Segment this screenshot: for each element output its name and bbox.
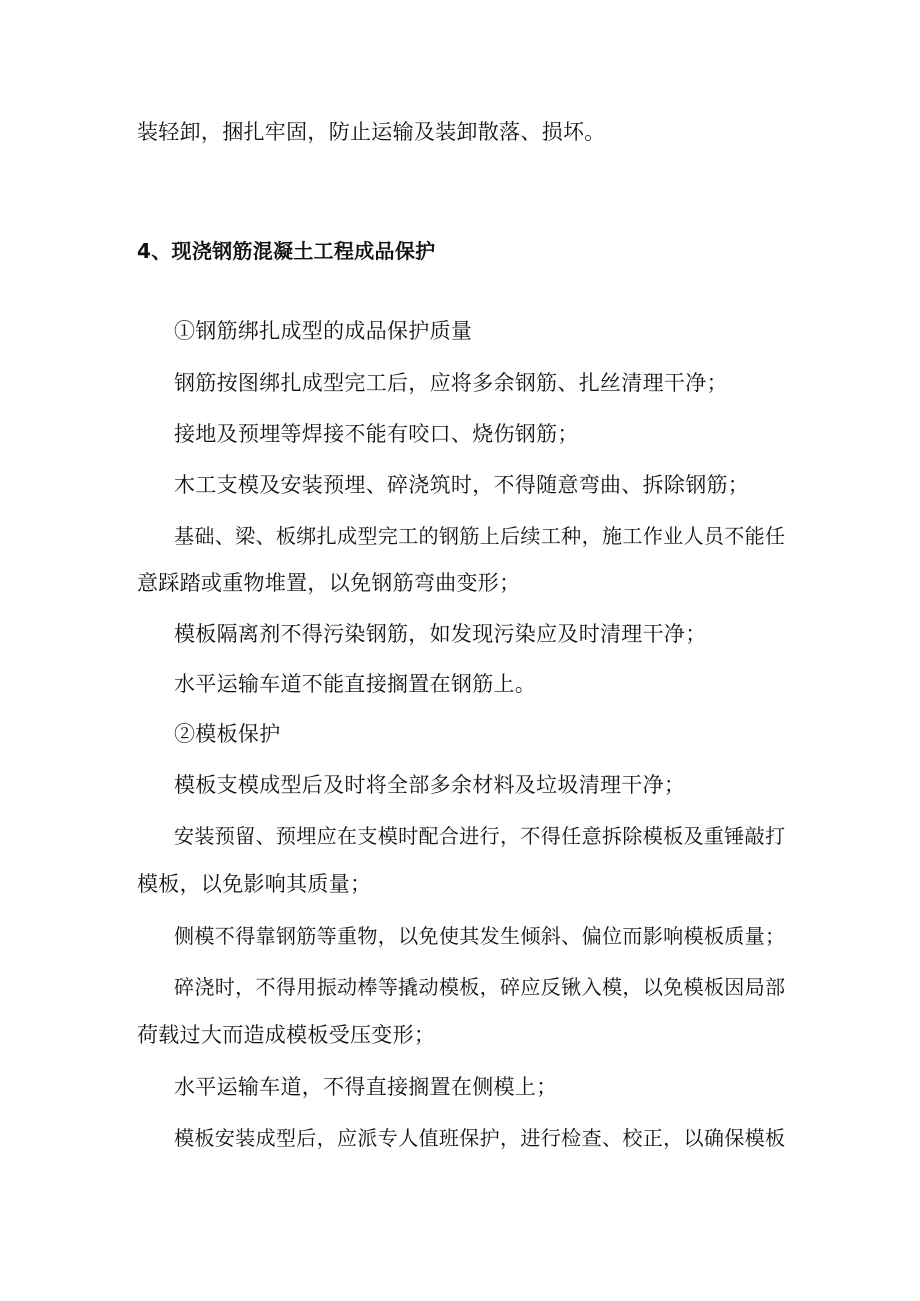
text-line: 侧模不得靠钢筋等重物，以免使其发生倾斜、偏位而影响模板质量； bbox=[174, 924, 786, 948]
text-line: 模板隔离剂不得污染钢筋，如发现污染应及时清理干净； bbox=[174, 622, 707, 646]
section-heading: 4、现浇钢筋混凝土工程成品保护 bbox=[137, 239, 436, 263]
text-line: 安装预留、预埋应在支模时配合进行，不得任意拆除模板及重锤敲打 bbox=[174, 824, 786, 848]
text-line: 意踩踏或重物堆置，以免钢筋弯曲变形； bbox=[137, 571, 521, 595]
text-line: 模板，以免影响其质量； bbox=[137, 872, 372, 896]
text-line: 模板安装成型后，应派专人值班保护，进行检查、校正，以确保模板 bbox=[174, 1126, 786, 1150]
text-line: 装轻卸，捆扎牢固，防止运输及装卸散落、损坏。 bbox=[137, 120, 606, 144]
text-line: 碎浇时，不得用振动棒等撬动模板，碎应反锹入模，以免模板因局部 bbox=[174, 975, 786, 999]
text-line: 水平运输车道，不得直接搁置在侧模上； bbox=[174, 1075, 558, 1099]
text-line: 荷载过大而造成模板受压变形； bbox=[137, 1023, 436, 1047]
subsection-heading: ①钢筋绑扎成型的成品保护质量 bbox=[174, 319, 473, 343]
text-line: 水平运输车道不能直接搁置在钢筋上。 bbox=[174, 672, 537, 696]
text-line: 钢筋按图绑扎成型完工后，应将多余钢筋、扎丝清理干净； bbox=[174, 371, 728, 395]
text-line: 接地及预埋等焊接不能有咬口、烧伤钢筋； bbox=[174, 422, 579, 446]
text-line: 木工支模及安装预埋、碎浇筑时，不得随意弯曲、拆除钢筋； bbox=[174, 473, 750, 497]
text-line: 模板支模成型后及时将全部多余材料及垃圾清理干净； bbox=[174, 773, 686, 797]
subsection-heading: ②模板保护 bbox=[174, 722, 281, 746]
text-line: 基础、梁、板绑扎成型完工的钢筋上后续工种，施工作业人员不能任 bbox=[174, 524, 786, 548]
